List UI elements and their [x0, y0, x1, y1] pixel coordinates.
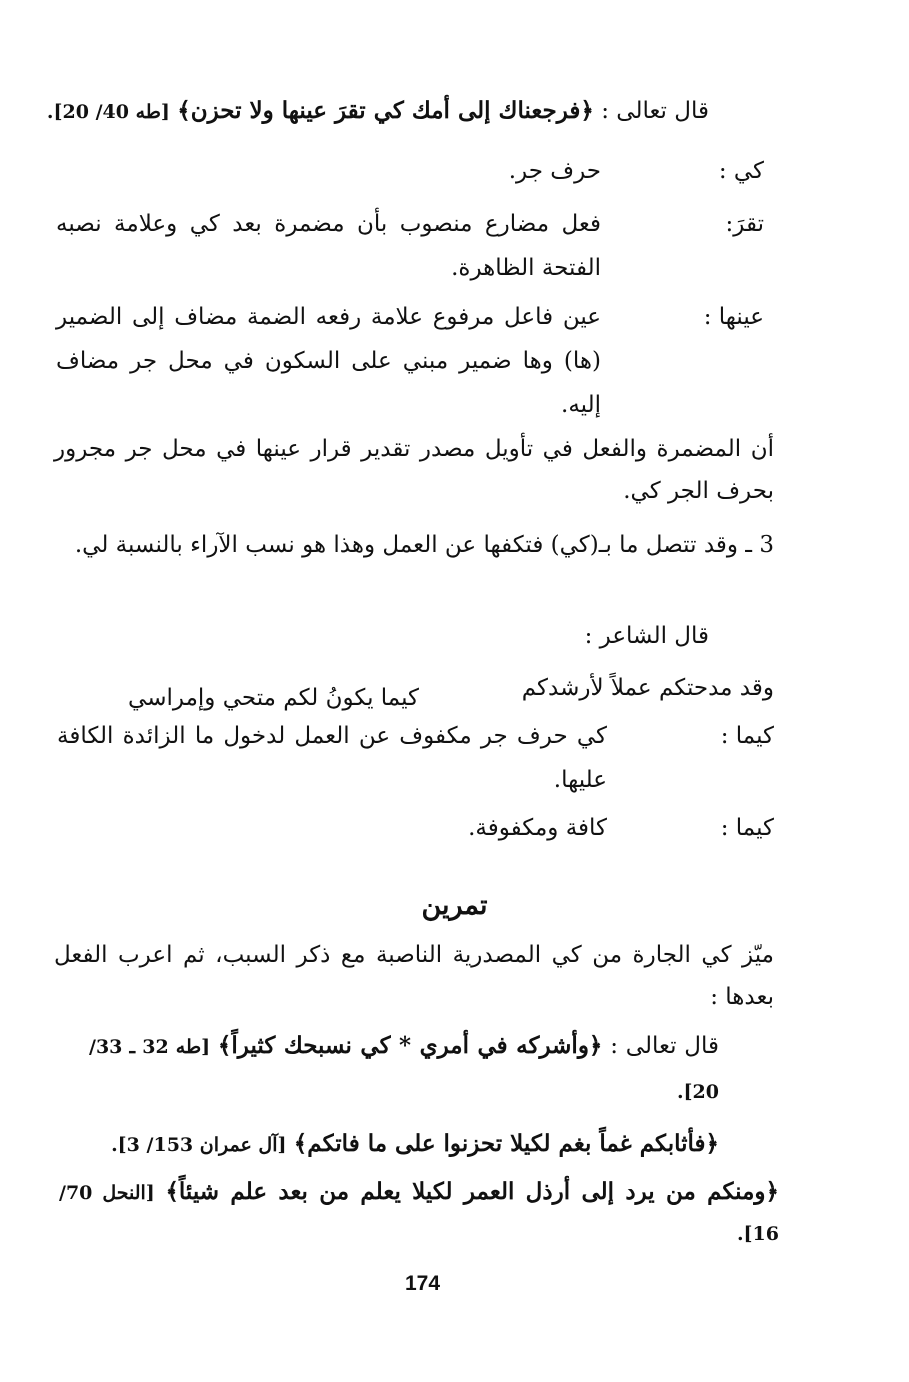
paragraph: أن المضمرة والفعل في تأويل مصدر تقدير قرار عينها في محل جر مجرور بحرف الجر كي.: [54, 436, 774, 504]
exercise-item-intro: قال تعالى :: [610, 1033, 720, 1059]
parse-term: كيما :: [720, 723, 774, 749]
parse-definition: فعل مضارع منصوب بأن مضمرة بعد كي وعلامة نصبه الفتحة الظاهرة.: [56, 211, 601, 281]
quran-verse: ﴿فرجعناك إلى أمك كي تقرَ عينها ولا تحزن﴾: [177, 97, 594, 124]
verse-hemistich: كيما يكونُ لكم متحي وإمراسي: [128, 685, 419, 711]
parse-term: كيما :: [720, 815, 774, 841]
quote-line: [47, 95, 709, 128]
quran-verse: ﴿فأثابكم غماً بغم لكيلا تحزنوا على ما فاتكم﴾: [293, 1130, 719, 1157]
poet-intro: قال الشاعر :: [584, 623, 709, 649]
quran-verse: ﴿ومنكم من يرد إلى أرذل العمر لكيلا يعلم من بعد علم شيئاً﴾: [165, 1178, 780, 1205]
parse-definition: كي حرف جر مكفوف عن العمل لدخول ما الزائدة الكافة عليها.: [57, 723, 607, 793]
parse-definition: عين فاعل مرفوع علامة رفعه الضمة مضاف إلى الضمير (ها) وها ضمير مبني على السكون في محل جر مضاف إليه.: [56, 304, 601, 418]
exercise-instruction: ميّز كي الجارة من كي المصدرية الناصبة مع ذكر السبب، ثم اعرب الفعل بعدها :: [54, 942, 774, 1010]
quran-verse: ﴿وأشركه في أمري * كي نسبحك كثيراً﴾: [217, 1032, 603, 1059]
exercise-item: [111, 1128, 719, 1161]
parse-definition: كافة ومكفوفة.: [468, 815, 607, 841]
parse-term: تقرَ:: [725, 211, 764, 237]
verse-reference: [طه 40/ 20].: [46, 101, 170, 123]
parse-term: كي :: [718, 158, 764, 184]
verse-reference: [النحل 70/ 16].: [59, 1182, 779, 1245]
quote-intro: قال تعالى :: [601, 98, 709, 124]
exercise-item: [89, 1024, 719, 1114]
exercise-title: تمرين: [421, 890, 488, 921]
page-number: 174: [404, 1272, 441, 1295]
paragraph: 3 ـ وقد تتصل ما بـ(كي) فتكفها عن العمل وهذا هو نسب الآراء بالنسبة لي.: [74, 532, 774, 558]
verse-reference: [آل عمران 153/ 3].: [111, 1134, 287, 1156]
exercise-item: [59, 1172, 779, 1254]
verse-reference: [طه 32 ـ 33/ 20].: [89, 1036, 719, 1103]
parse-definition: حرف جر.: [508, 158, 601, 184]
parse-term: عينها :: [703, 304, 764, 330]
verse-hemistich: وقد مدحتكم عملاً لأرشدكم: [521, 675, 774, 701]
